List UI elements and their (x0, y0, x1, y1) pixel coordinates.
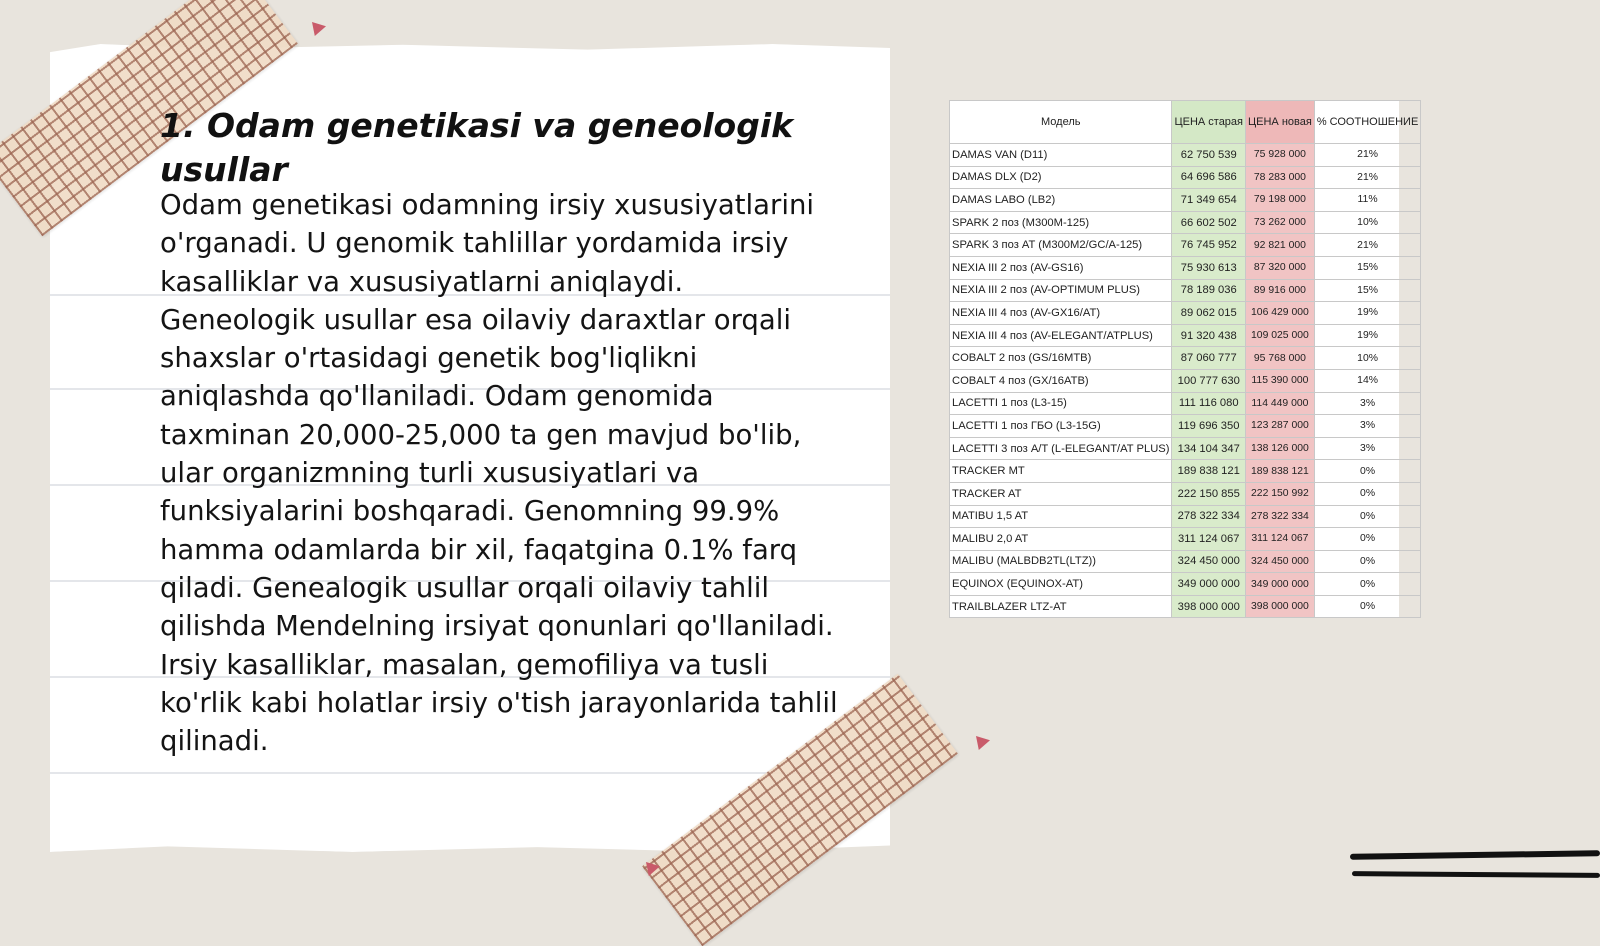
cell-new-price: 109 025 000 (1246, 324, 1315, 347)
cell-model: SPARK 3 поз AT (M300M2/GC/A-125) (950, 234, 1172, 257)
header-old-price: ЦЕНА старая (1172, 101, 1246, 144)
cell-ratio: 14% (1314, 369, 1420, 392)
cell-old-price: 134 104 347 (1172, 437, 1246, 460)
cell-ratio: 3% (1314, 415, 1420, 438)
cell-old-price: 278 322 334 (1172, 505, 1246, 528)
table-row (950, 347, 1421, 370)
cell-ratio: 19% (1314, 324, 1420, 347)
table-row (950, 324, 1421, 347)
header-ratio: % СООТНОШЕНИЕ (1314, 101, 1420, 144)
cell-model: NEXIA III 4 поз (AV-GX16/AT) (950, 302, 1172, 325)
table-row (950, 460, 1421, 483)
cell-old-price: 100 777 630 (1172, 369, 1246, 392)
cell-ratio: 15% (1314, 279, 1420, 302)
table-row (950, 234, 1421, 257)
cell-model: NEXIA III 2 поз (AV-OPTIMUM PLUS) (950, 279, 1172, 302)
cell-old-price: 75 930 613 (1172, 256, 1246, 279)
table-row (950, 550, 1421, 573)
cell-model: DAMAS VAN (D11) (950, 144, 1172, 167)
cell-ratio: 15% (1314, 256, 1420, 279)
cell-old-price: 119 696 350 (1172, 415, 1246, 438)
cell-model: MATIBU 1,5 AT (950, 505, 1172, 528)
cell-ratio: 0% (1314, 573, 1420, 596)
price-table-image (949, 100, 1419, 618)
cell-old-price: 349 000 000 (1172, 573, 1246, 596)
cell-new-price: 123 287 000 (1246, 415, 1315, 438)
cell-ratio: 21% (1314, 166, 1420, 189)
cell-ratio: 10% (1314, 347, 1420, 370)
cell-new-price: 92 821 000 (1246, 234, 1315, 257)
cell-model: DAMAS LABO (LB2) (950, 189, 1172, 212)
cell-old-price: 222 150 855 (1172, 482, 1246, 505)
header-new-price: ЦЕНА новая (1246, 101, 1315, 144)
cell-old-price: 64 696 586 (1172, 166, 1246, 189)
cell-old-price: 62 750 539 (1172, 144, 1246, 167)
cell-model: NEXIA III 2 поз (AV-GS16) (950, 256, 1172, 279)
slide-body-text: Odam genetikasi odamning irsiy xususiyatlarini o'rganadi. U genomik tahlillar yordamida irsiy kasalliklar va xususiyatlarni aniqlaydi. Geneologik usullar esa oilaviy daraxtlar orqali shaxslar o'rtasidagi genetik bog'liqlikni aniqlashda qo'llaniladi. Odam genomida taxminan 20,000-25,000 ta gen mavjud bo'lib, ular organizmning turli xususiyatlari va funksiyalarini boshqaradi. Genomning 99.9% hamma odamlarda bir xil, faqatgina 0.1% farq qiladi. Genealogik usullar orqali oilaviy tahlil qilishda Mendelning irsiyat qonunlari qo'llaniladi. Irsiy kasalliklar, masalan, gemofiliya va tusli ko'rlik kabi holatlar irsiy o'tish jarayonlarida tahlil qilinadi. (160, 189, 838, 758)
table-row (950, 528, 1421, 551)
table-row (950, 189, 1421, 212)
cell-old-price: 66 602 502 (1172, 211, 1246, 234)
table-body (950, 144, 1421, 618)
cell-ratio: 11% (1314, 189, 1420, 212)
cell-new-price: 106 429 000 (1246, 302, 1315, 325)
table-row (950, 279, 1421, 302)
table-row (950, 505, 1421, 528)
table-row (950, 595, 1421, 618)
cell-ratio: 0% (1314, 505, 1420, 528)
cell-old-price: 398 000 000 (1172, 595, 1246, 618)
cell-model: TRACKER AT (950, 482, 1172, 505)
table-row (950, 573, 1421, 596)
cell-new-price: 115 390 000 (1246, 369, 1315, 392)
cell-new-price: 349 000 000 (1246, 573, 1315, 596)
table-header-row (950, 101, 1421, 144)
cell-old-price: 311 124 067 (1172, 528, 1246, 551)
cell-old-price: 78 189 036 (1172, 279, 1246, 302)
cell-model: LACETTI 1 поз ГБО (L3-15G) (950, 415, 1172, 438)
cell-old-price: 111 116 080 (1172, 392, 1246, 415)
cell-model: LACETTI 3 поз A/T (L-ELEGANT/AT PLUS) (950, 437, 1172, 460)
table-row (950, 415, 1421, 438)
cell-ratio: 0% (1314, 460, 1420, 483)
cell-ratio: 10% (1314, 211, 1420, 234)
cell-new-price: 138 126 000 (1246, 437, 1315, 460)
cell-new-price: 278 322 334 (1246, 505, 1315, 528)
tape-end-marker (976, 736, 990, 750)
cell-old-price: 189 838 121 (1172, 460, 1246, 483)
cell-new-price: 89 916 000 (1246, 279, 1315, 302)
brush-stroke-decoration (1350, 850, 1600, 859)
cell-model: COBALT 2 поз (GS/16MTB) (950, 347, 1172, 370)
cell-ratio: 0% (1314, 528, 1420, 551)
table-row (950, 302, 1421, 325)
cell-new-price: 311 124 067 (1246, 528, 1315, 551)
cell-new-price: 73 262 000 (1246, 211, 1315, 234)
cell-new-price: 75 928 000 (1246, 144, 1315, 167)
cell-new-price: 114 449 000 (1246, 392, 1315, 415)
table-row (950, 437, 1421, 460)
table-row (950, 211, 1421, 234)
cell-new-price: 79 198 000 (1246, 189, 1315, 212)
cell-new-price: 95 768 000 (1246, 347, 1315, 370)
cell-model: DAMAS DLX (D2) (950, 166, 1172, 189)
cell-old-price: 76 745 952 (1172, 234, 1246, 257)
cell-model: NEXIA III 4 поз (AV-ELEGANT/ATPLUS) (950, 324, 1172, 347)
cell-model: SPARK 2 поз (M300M-125) (950, 211, 1172, 234)
slide-title: 1. Odam genetikasi va geneologik usullar (160, 106, 794, 189)
cell-model: LACETTI 1 поз (L3-15) (950, 392, 1172, 415)
table-row (950, 369, 1421, 392)
cell-new-price: 78 283 000 (1246, 166, 1315, 189)
cell-new-price: 87 320 000 (1246, 256, 1315, 279)
cell-new-price: 324 450 000 (1246, 550, 1315, 573)
cell-ratio: 21% (1314, 144, 1420, 167)
tape-end-marker (312, 22, 326, 36)
cell-new-price: 398 000 000 (1246, 595, 1315, 618)
cell-ratio: 21% (1314, 234, 1420, 257)
cell-ratio: 0% (1314, 595, 1420, 618)
cell-new-price: 189 838 121 (1246, 460, 1315, 483)
table-row (950, 256, 1421, 279)
cell-old-price: 87 060 777 (1172, 347, 1246, 370)
cell-model: MALIBU 2,0 AT (950, 528, 1172, 551)
cell-model: MALIBU (MALBDB2TL(LTZ)) (950, 550, 1172, 573)
cell-old-price: 71 349 654 (1172, 189, 1246, 212)
table-row (950, 166, 1421, 189)
price-table (949, 100, 1421, 618)
cell-ratio: 19% (1314, 302, 1420, 325)
table-row (950, 392, 1421, 415)
cell-model: COBALT 4 поз (GX/16ATB) (950, 369, 1172, 392)
cell-new-price: 222 150 992 (1246, 482, 1315, 505)
cell-ratio: 3% (1314, 392, 1420, 415)
brush-stroke-decoration (1352, 871, 1600, 878)
cell-ratio: 0% (1314, 482, 1420, 505)
cell-old-price: 91 320 438 (1172, 324, 1246, 347)
cell-ratio: 3% (1314, 437, 1420, 460)
cell-ratio: 0% (1314, 550, 1420, 573)
cell-model: EQUINOX (EQUINOX-AT) (950, 573, 1172, 596)
header-model: Модель (950, 101, 1172, 144)
table-row (950, 482, 1421, 505)
cell-old-price: 324 450 000 (1172, 550, 1246, 573)
cell-model: TRACKER MT (950, 460, 1172, 483)
cell-old-price: 89 062 015 (1172, 302, 1246, 325)
cell-model: TRAILBLAZER LTZ-AT (950, 595, 1172, 618)
table-row (950, 144, 1421, 167)
